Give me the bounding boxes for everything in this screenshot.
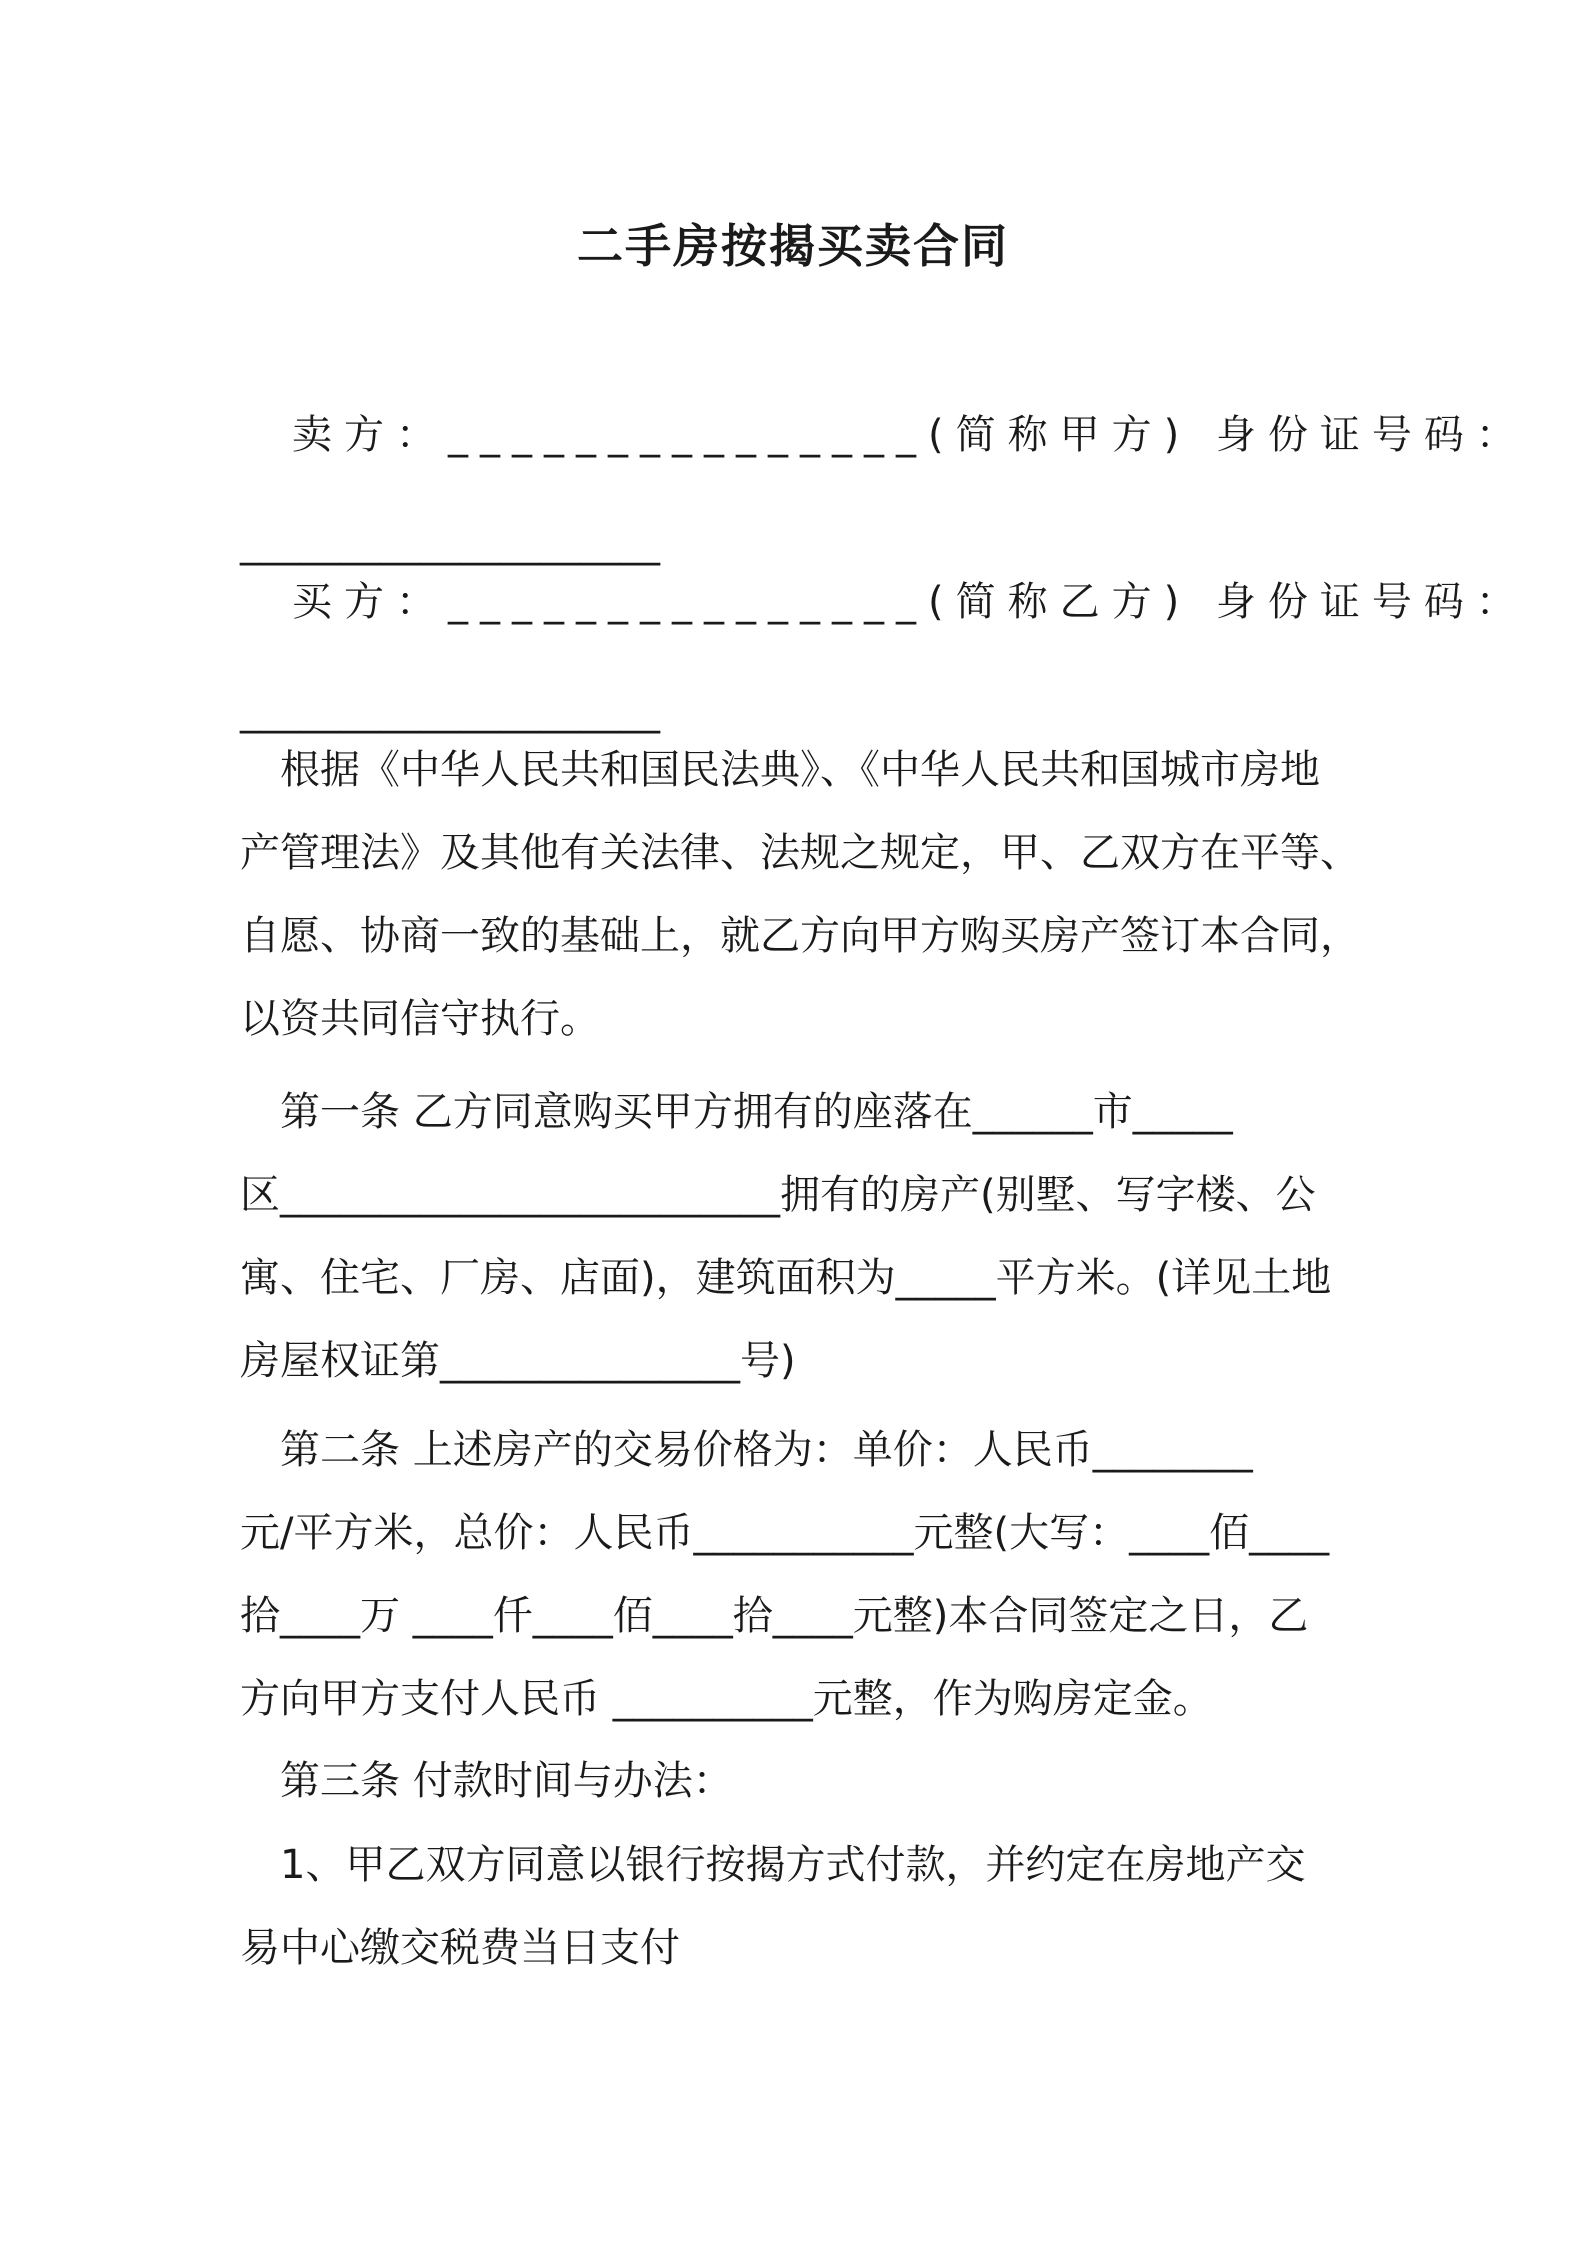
article-2-line-2: 元/平方米，总价：人民币___________元整(大写：____佰____ (240, 1510, 1330, 1556)
seller-line: 卖方：_______________(简称甲方) 身份证号码： (240, 412, 1528, 458)
preamble-line-1: 根据《中华人民共和国民法典》、《中华人民共和国城市房地 (240, 747, 1320, 793)
seller-id-blank: _____________________ (240, 520, 660, 566)
article-2-line-4: 方向甲方支付人民币 __________元整，作为购房定金。 (240, 1676, 1213, 1722)
article-1-line-3: 寓、住宅、厂房、店面)，建筑面积为_____平方米。(详见土地 (240, 1255, 1332, 1301)
preamble-line-3: 自愿、协商一致的基础上，就乙方向甲方购买房产签订本合同， (240, 913, 1360, 959)
preamble-line-2: 产管理法》及其他有关法律、法规之规定，甲、乙双方在平等、 (240, 830, 1360, 876)
article-1-line-4: 房屋权证第_______________号) (240, 1338, 796, 1384)
article-1-line-1: 第一条 乙方同意购买甲方拥有的座落在______市_____ (240, 1089, 1233, 1135)
article-2-line-3: 拾____万 ____仟____佰____拾____元整)本合同签定之日，乙 (240, 1593, 1309, 1639)
buyer-id-blank: _____________________ (240, 688, 660, 734)
preamble-line-4: 以资共同信守执行。 (240, 996, 600, 1042)
article-3-item-1-line-1: 1、甲乙双方同意以银行按揭方式付款，并约定在房地产交 (240, 1842, 1306, 1888)
article-1-line-2: 区_________________________拥有的房产(别墅、写字楼、公 (240, 1172, 1316, 1218)
article-3-item-1-line-2: 易中心缴交税费当日支付 (240, 1925, 680, 1971)
document-title: 二手房按揭买卖合同 (577, 219, 1009, 273)
article-2-line-1: 第二条 上述房产的交易价格为：单价：人民币________ (240, 1427, 1253, 1473)
article-3-heading: 第三条 付款时间与办法： (240, 1758, 733, 1804)
buyer-line: 买方：_______________(简称乙方) 身份证号码： (240, 579, 1528, 625)
